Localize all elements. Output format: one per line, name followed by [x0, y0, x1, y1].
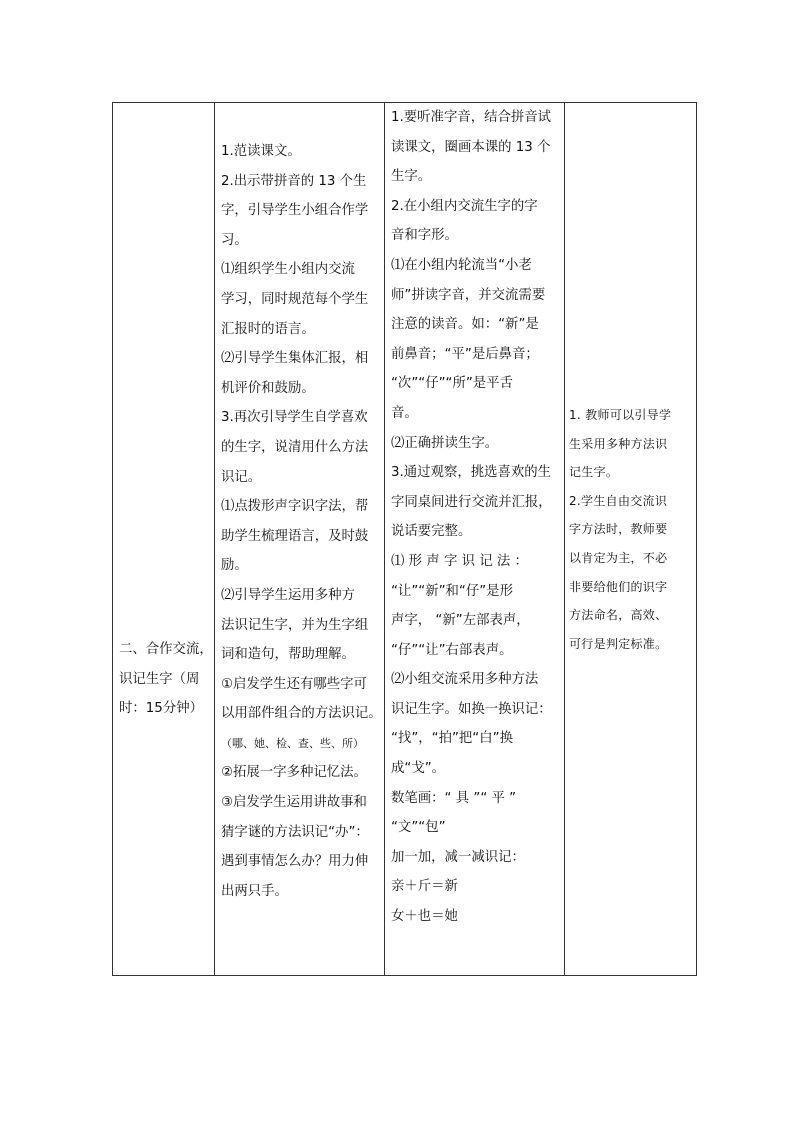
student-activity-column: [385, 103, 565, 975]
col4-line: 字方法时，教师要: [569, 522, 668, 537]
col3-line: 识记生字。如换一换识记：: [391, 701, 552, 717]
col3-line: 前鼻音；“平”是后鼻音；: [391, 346, 539, 362]
teacher-activity-text: [221, 137, 381, 906]
col2-line: 字，引导学生小组合作学: [221, 203, 369, 219]
col3-line: 加一加，减一减识记：: [391, 849, 525, 865]
col2-line: 出两只手。: [221, 883, 288, 899]
col2-line: ⑴组织学生小组内交流: [221, 262, 355, 278]
col4-line: 1. 教师可以引导学: [569, 408, 672, 422]
col3-line: 亲＋斤＝新: [391, 879, 458, 895]
col4-line: 以肯定为主，不必: [569, 550, 668, 565]
col3-line: “文”“包”: [391, 820, 446, 836]
col3-line: 字同桌间进行交流并汇报，: [391, 494, 552, 510]
col3-line: 师”拼读字音，并交流需要: [391, 287, 546, 303]
col2-line: 1.范读课文。: [221, 144, 301, 159]
col3-line: ⑵正确拼读生字。: [391, 435, 499, 451]
col3-line: 3.通过观察，挑选喜欢的生: [391, 465, 552, 481]
col2-line: 学习，同时规范每个学生: [221, 291, 369, 307]
col4-line: 2.学生自由交流识: [569, 493, 668, 508]
col3-line: 音。: [391, 405, 418, 421]
col2-line: 机评价和鼓励。: [221, 380, 315, 396]
teacher-activity-column: [215, 103, 385, 975]
design-notes-text: [569, 401, 693, 658]
col3-line: “找”，“拍”把“白”换: [391, 731, 513, 747]
stage-text: [119, 635, 211, 724]
col2-line: 汇报时的语言。: [221, 321, 315, 337]
col3-line: 声字， “新”左部表声，: [391, 613, 530, 629]
col3-line: “让”“新”和“仔”是形: [391, 583, 513, 599]
col2-line: 3.再次引导学生自学喜欢: [221, 410, 368, 426]
col2-line: 识记。: [221, 469, 262, 485]
col3-line: ⑵小组交流采用多种方法: [391, 672, 539, 688]
lesson-plan-table: [112, 102, 697, 976]
col2-line: ⑴点拨形声字识字法，帮: [221, 499, 369, 515]
col3-line: ⑴ 形 声 字 识 记 法 ：: [391, 553, 528, 569]
col3-line: 女＋也＝她: [391, 909, 458, 925]
col2-line: ⑵引导学生集体汇报，相: [221, 351, 369, 367]
col2-line: 励。: [221, 558, 248, 574]
col2-line: （哪、她、检、查、些、所）: [221, 736, 364, 750]
col2-line: 遇到事情怎么办？用力伸: [221, 854, 369, 870]
col2-line: 的生字，说清用什么方法: [221, 439, 369, 455]
col3-line: 1.要听准字音，结合拼音试: [391, 110, 552, 125]
col4-line: 生采用多种方法识: [569, 436, 668, 451]
col3-line: 注意的读音。如：“新”是: [391, 317, 539, 333]
col3-line: 音和字形。: [391, 228, 458, 244]
col4-line: 方法命名，高效、: [569, 608, 668, 623]
col2-line: ③启发学生运用讲故事和: [221, 795, 367, 811]
col2-line: 助学生梳理语言，及时鼓: [221, 528, 369, 544]
col1-line: 二、合作交流，: [119, 642, 213, 657]
student-activity-text: [391, 103, 561, 932]
col2-line: 习。: [221, 232, 248, 248]
col2-line: ①启发学生还有哪些字可: [221, 676, 367, 692]
design-notes-column: [565, 103, 696, 975]
col2-line: ②拓展一字多种记忆法。: [221, 765, 367, 781]
col2-line: 2.出示带拼音的 13 个生: [221, 173, 367, 189]
col3-line: 成“戈”。: [391, 761, 446, 777]
col3-line: 数笔画：“ 具 ”“ 平 ”: [391, 790, 517, 806]
col4-line: 记生字。: [569, 465, 619, 480]
col3-line: 2.在小组内交流生字的字: [391, 198, 538, 214]
col3-line: ⑴在小组内轮流当“小老: [391, 257, 532, 273]
col1-line: 识记生字（周: [119, 671, 200, 687]
col2-line: 法识记生字，并为生字组: [221, 617, 369, 633]
col1-line: 时：15分钟）: [119, 701, 203, 717]
col3-line: “次”“仔”“所”是平舌: [391, 376, 513, 392]
stage-column: [113, 103, 215, 975]
col3-line: 生字。: [391, 169, 432, 185]
col4-line: 非要给他们的识字: [569, 579, 668, 594]
col2-line: 猜字谜的方法识记“办”：: [221, 824, 369, 840]
col4-line: 可行是判定标准。: [569, 636, 668, 651]
col3-line: 说话要完整。: [391, 524, 472, 540]
col2-line: 词和造句，帮助理解。: [221, 647, 355, 663]
col3-line: “仔”“让”右部表声。: [391, 642, 513, 658]
col2-line: ⑵引导学生运用多种方: [221, 587, 355, 603]
col3-line: 读课文，圈画本课的 13 个: [391, 139, 551, 155]
col2-line: 以用部件组合的方法识记。: [221, 706, 382, 722]
